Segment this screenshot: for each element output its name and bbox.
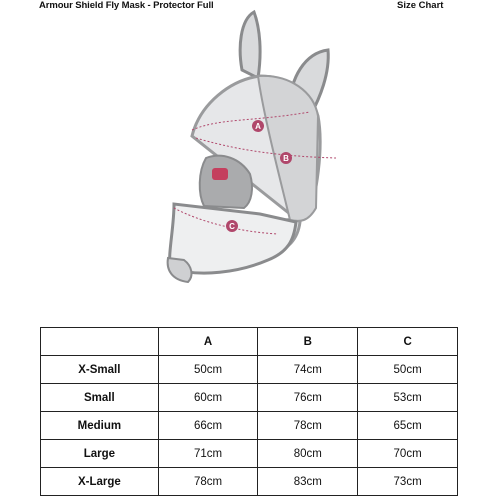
muzzle	[170, 204, 296, 273]
column-header: C	[358, 328, 458, 356]
table-cell: 65cm	[358, 412, 458, 440]
left-ear	[240, 12, 260, 78]
table-row	[41, 412, 458, 440]
table-cell: 83cm	[258, 468, 358, 496]
svg-text:C: C	[229, 222, 235, 231]
table-cell: 70cm	[358, 440, 458, 468]
fly-mask-illustration	[140, 8, 340, 290]
table-cell: 78cm	[158, 468, 258, 496]
table-cell: 66cm	[158, 412, 258, 440]
table-cell: 60cm	[158, 384, 258, 412]
svg-text:B: B	[283, 154, 289, 163]
table-cell: 78cm	[258, 412, 358, 440]
table-cell: 76cm	[258, 384, 358, 412]
table-row	[41, 384, 458, 412]
table-cell: 50cm	[358, 356, 458, 384]
table-row	[41, 356, 458, 384]
svg-text:A: A	[255, 122, 261, 131]
column-header: A	[158, 328, 258, 356]
size-table	[40, 327, 458, 496]
size-label: Small	[41, 384, 159, 412]
table-cell: 53cm	[358, 384, 458, 412]
table-header-row	[41, 328, 458, 356]
table-row	[41, 440, 458, 468]
size-label: X-Large	[41, 468, 159, 496]
table-row	[41, 468, 458, 496]
table-cell: 73cm	[358, 468, 458, 496]
size-label: Medium	[41, 412, 159, 440]
table-cell: 80cm	[258, 440, 358, 468]
marker-b	[280, 152, 292, 164]
table-cell: 71cm	[158, 440, 258, 468]
table-cell: 50cm	[158, 356, 258, 384]
column-header: B	[258, 328, 358, 356]
marker-a	[252, 120, 264, 132]
marker-c	[226, 220, 238, 232]
page-title: Armour Shield Fly Mask - Protector Full	[39, 0, 214, 11]
size-label: Large	[41, 440, 159, 468]
size-chart-label: Size Chart	[397, 0, 444, 11]
size-label: X-Small	[41, 356, 159, 384]
table-cell: 74cm	[258, 356, 358, 384]
column-header	[41, 328, 159, 356]
